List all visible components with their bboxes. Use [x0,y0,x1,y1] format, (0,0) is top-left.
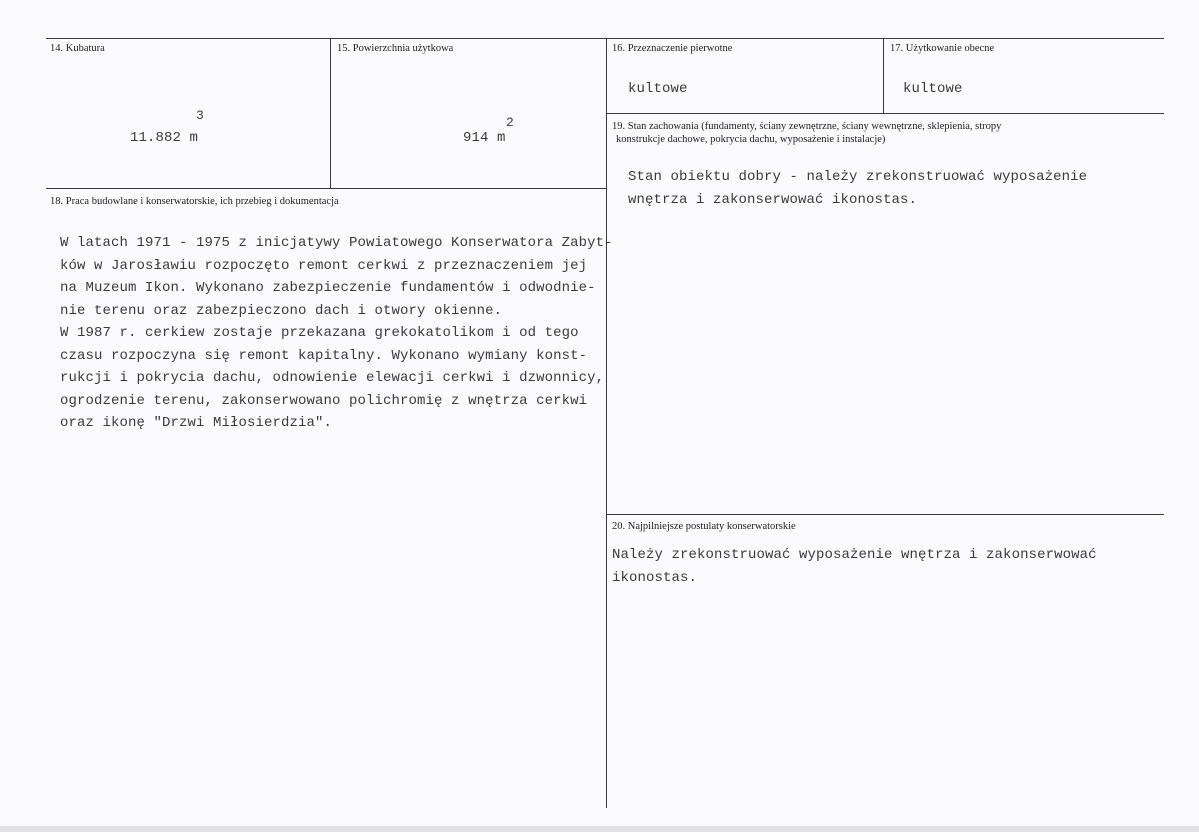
text-line: nie terenu oraz zabezpieczono dach i otwory okienne. [60,302,503,319]
top-rule-right [606,38,1164,39]
text-line: wnętrza i zakonserwować ikonostas. [628,191,918,208]
rule-above-19 [606,113,1164,114]
text-line: W latach 1971 - 1975 z inicjatywy Powiatowego Konserwatora Zabyt- [60,235,613,251]
top-rule-left [46,38,606,39]
text-line: ogrodzenie terenu, zakonserwowano polichromię z wnętrza cerkwi [60,392,588,409]
field-15-value: 914 m [463,130,506,146]
field-15-label: 15. Powierzchnia użytkowa [337,43,454,54]
rule-above-18 [46,188,606,189]
field-14-value: 11.882 m [130,130,199,146]
page-bottom-edge [0,826,1199,832]
field-19-label-line-2: konstrukcje dachowe, pokrycia dachu, wyposażenie i instalacje) [616,134,886,145]
text-line: rukcji i pokrycia dachu, odnowienie elewacji cerkwi i dzwonnicy, [60,370,605,386]
field-17-label: 17. Użytkowanie obecne [890,43,995,54]
field-14-label: 14. Kubatura [50,43,105,54]
field-14-exponent: 3 [196,108,204,123]
field-17-value: kultowe [903,81,963,97]
field-19-label [612,120,1001,146]
text-line: ikonostas. [612,569,698,586]
field-16-value: kultowe [628,81,688,97]
text-line: ków w Jarosławiu rozpoczęto remont cerkwi z przeznaczeniem jej [60,257,588,274]
divider-16-17 [883,38,884,113]
text-line: W 1987 r. cerkiew zostaje przekazana grekokatolikom i od tego [60,325,579,341]
rule-above-20 [606,514,1164,515]
text-line: czasu rozpoczyna się remont kapitalny. Wykonano wymiany konst- [60,347,588,364]
field-18-label: 18. Praca budowlane i konserwatorskie, ich przebieg i dokumentacja [50,196,339,207]
field-15-exponent: 2 [506,115,514,130]
text-line: na Muzeum Ikon. Wykonano zabezpieczenie fundamentów i odwodnie- [60,280,596,296]
field-19-text [628,166,1087,211]
divider-14-15 [330,38,331,188]
field-20-label: 20. Najpilniejsze postulaty konserwatorskie [612,521,796,532]
text-line: Należy zrekonstruować wyposażenie wnętrza i zakonserwować [612,547,1097,563]
field-18-text [60,232,613,435]
field-19-label-line-1: 19. Stan zachowania (fundamenty, ściany zewnętrzne, ściany wewnętrzne, sklepienia, stropy [612,121,1002,132]
field-16-label: 16. Przeznaczenie pierwotne [612,43,733,54]
text-line: Stan obiektu dobry - należy zrekonstruować wyposażenie [628,169,1088,185]
field-20-text [612,544,1097,589]
text-line: oraz ikonę "Drzwi Miłosierdzia". [60,415,333,431]
